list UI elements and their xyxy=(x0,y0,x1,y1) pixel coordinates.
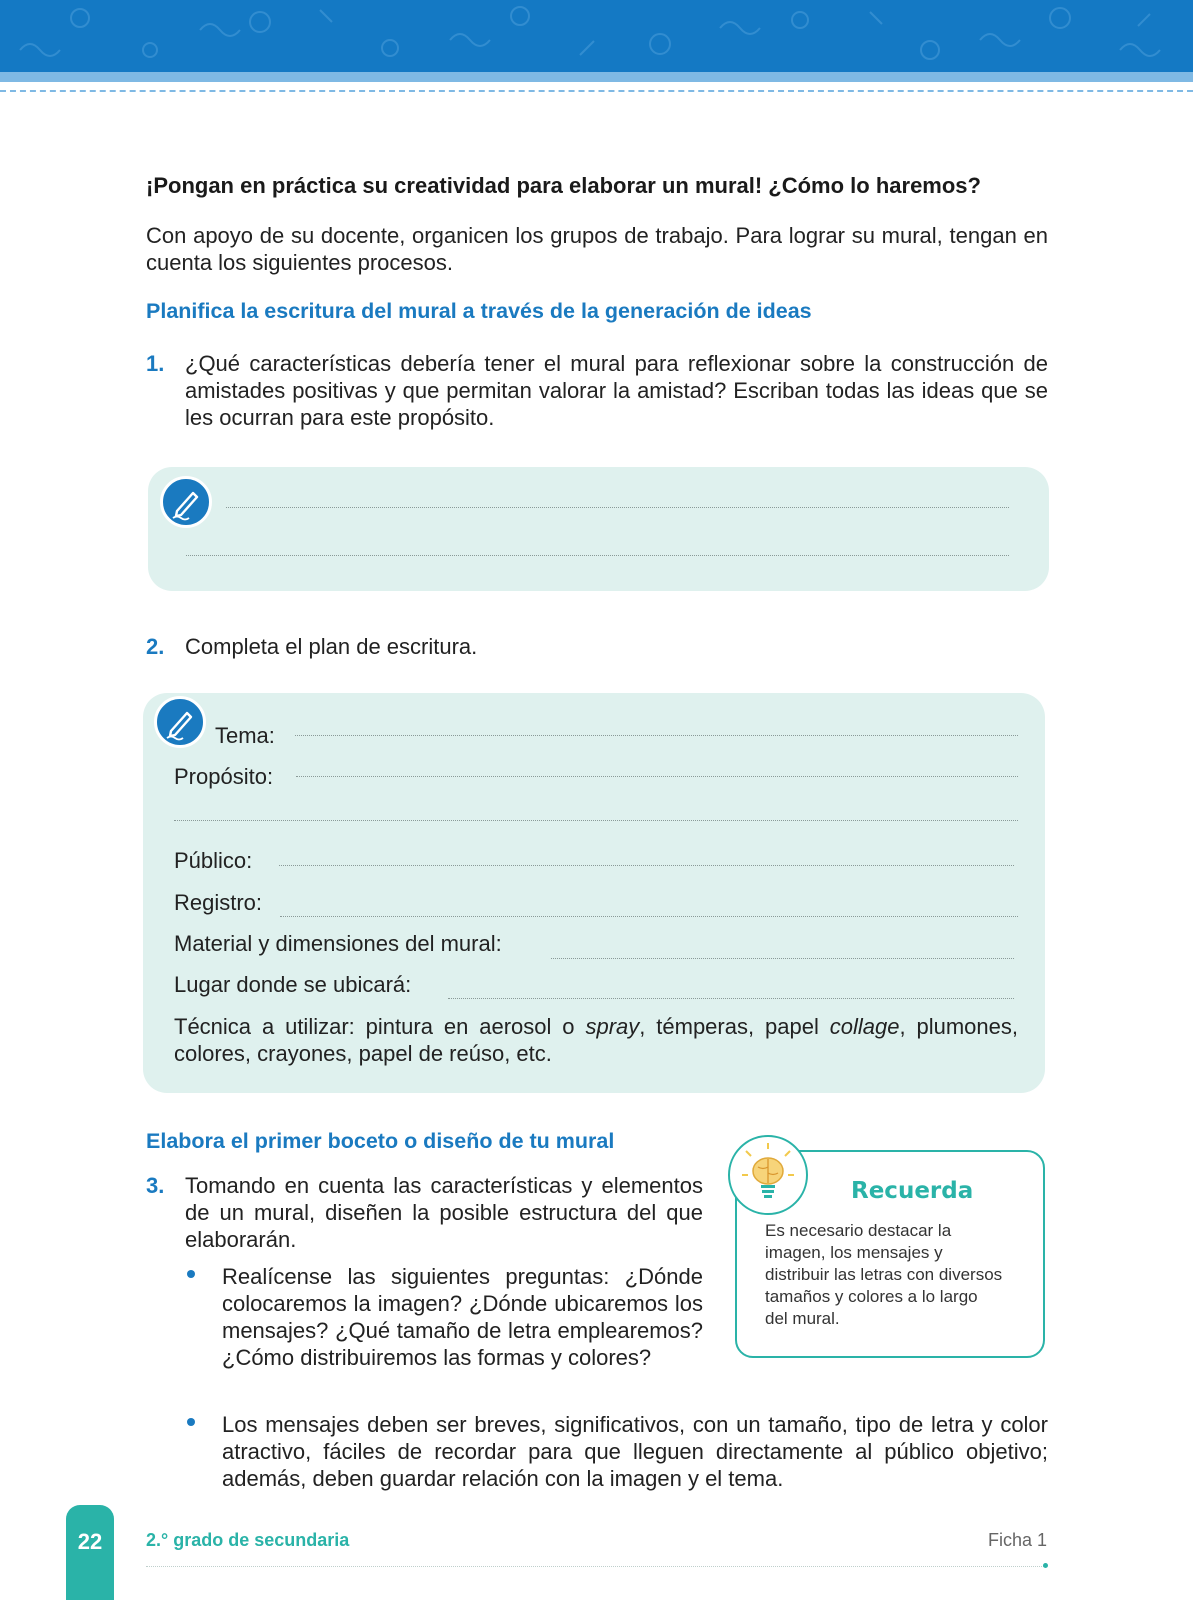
plan-input-lugar[interactable] xyxy=(448,998,1014,999)
plan-label-registro: Registro: xyxy=(174,890,263,915)
doodle-pattern xyxy=(0,0,1193,72)
plan-label-material: Material y dimensiones del mural: xyxy=(174,931,502,956)
question-number-3: 3. xyxy=(146,1173,165,1198)
question-text-3: Tomando en cuenta las características y elementos de un mural, diseñen la posible estructura del que elaborarán. xyxy=(185,1173,703,1252)
question-number-2: 2. xyxy=(146,634,165,659)
bullet-dot xyxy=(187,1418,195,1426)
plan-label-tema: Tema: xyxy=(215,723,275,748)
plan-tecnica xyxy=(174,1013,1018,1067)
plan-label-proposito: Propósito: xyxy=(174,764,274,789)
footer-divider xyxy=(146,1566,1046,1567)
tecnica-spray: spray xyxy=(585,1014,640,1039)
tecnica-collage: collage xyxy=(829,1014,900,1039)
header-strip xyxy=(0,72,1193,82)
recuerda-title: Recuerda xyxy=(851,1178,974,1204)
plan-label-lugar: Lugar donde se ubicará: xyxy=(174,972,412,997)
footer-ficha: Ficha 1 xyxy=(987,1530,1047,1550)
plan-input-material[interactable] xyxy=(551,958,1014,959)
pencil-icon xyxy=(160,476,212,528)
header-dashed-divider xyxy=(0,90,1193,92)
footer-dot xyxy=(1043,1563,1048,1568)
section-heading-boceto: Elabora el primer boceto o diseño de tu mural xyxy=(146,1129,615,1153)
pencil-icon xyxy=(154,696,206,748)
question-number-1: 1. xyxy=(146,351,165,376)
plan-input-tema[interactable] xyxy=(295,735,1018,736)
plan-input-registro[interactable] xyxy=(280,916,1018,917)
section-heading-plan: Planifica la escritura del mural a través de la generación de ideas xyxy=(146,299,812,323)
plan-input-proposito[interactable] xyxy=(296,776,1018,777)
brain-lightbulb-icon xyxy=(728,1135,808,1215)
header-banner xyxy=(0,0,1193,72)
question-text-1: ¿Qué características debería tener el mural para reflexionar sobre la construcción de amistades positivas y que permitan valorar la amistad? Escriban todas las ideas que se les ocurran para este propósito. xyxy=(185,351,1048,430)
tecnica-text: , témperas, papel xyxy=(639,1014,830,1039)
tecnica-text: Técnica a utilizar: pintura en aerosol o xyxy=(174,1014,586,1039)
footer-grade: 2.° grado de secundaria xyxy=(146,1530,350,1550)
bullet-dot xyxy=(187,1270,195,1278)
plan-label-publico: Público: xyxy=(174,848,253,873)
bullet-text-2: Los mensajes deben ser breves, significativos, con un tamaño, tipo de letra y color atractivo, fáciles de recordar para que lleguen directamente al público objetivo; además, deben guardar relación con la imagen y el tema. xyxy=(222,1412,1048,1491)
lead-text: ¡Pongan en práctica su creatividad para elaborar un mural! ¿Cómo lo haremos? xyxy=(146,173,981,198)
answer-line[interactable] xyxy=(226,507,1009,508)
recuerda-body: Es necesario destacar la imagen, los mensajes y distribuir las letras con diversos tamaños y colores a lo largo del mural. xyxy=(765,1221,1003,1328)
tecnica-text: , plumones, colores, crayones, papel de reúso, etc. xyxy=(174,1014,1018,1066)
answer-line[interactable] xyxy=(186,555,1009,556)
answer-box-1[interactable] xyxy=(148,467,1049,591)
bullet-text-1: Realícense las siguientes preguntas: ¿Dónde colocaremos la imagen? ¿Dónde ubicaremos los mensajes? ¿Qué tamaño de letra emplearemos? ¿Cómo distribuiremos las formas y colores? xyxy=(222,1264,703,1370)
page-number: 22 xyxy=(77,1529,103,1554)
question-text-2: Completa el plan de escritura. xyxy=(185,634,478,659)
plan-input-publico[interactable] xyxy=(279,865,1014,866)
plan-input-proposito-line2[interactable] xyxy=(174,820,1018,821)
intro-text: Con apoyo de su docente, organicen los grupos de trabajo. Para lograr su mural, tengan en cuenta los siguientes procesos. xyxy=(146,223,1048,275)
